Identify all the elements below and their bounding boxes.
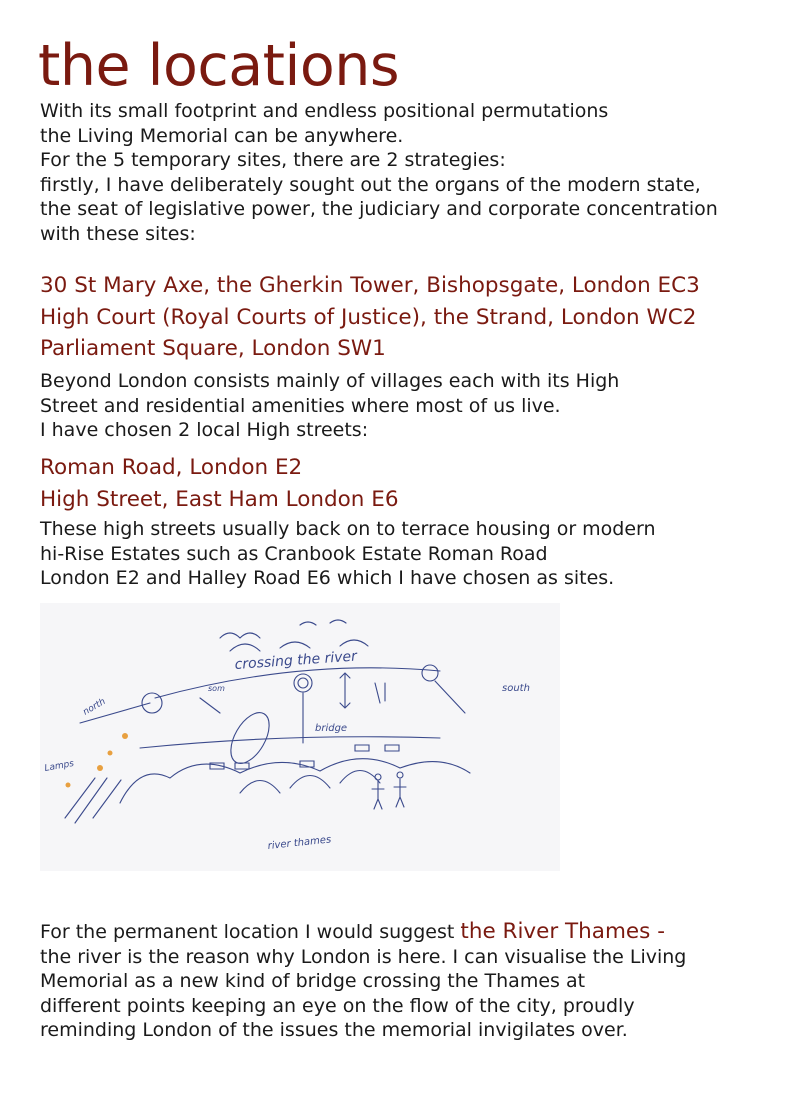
- high-streets-list: [40, 452, 780, 515]
- text-line: the river is the reason why London is here. I can visualise the Living: [40, 945, 687, 968]
- text-line: with these sites:: [40, 222, 196, 245]
- text-line: firstly, I have deliberately sought out the organs of the modern state,: [40, 173, 701, 196]
- site-roman-road: Roman Road, London E2: [40, 455, 303, 480]
- sketch-label-thames: river thames: [267, 834, 332, 852]
- permanent-paragraph: [40, 920, 780, 1043]
- text-line: With its small footprint and endless positional permutations: [40, 100, 609, 122]
- text-line: For the 5 temporary sites, there are 2 strategies:: [40, 149, 506, 171]
- page-title: the locations: [38, 33, 400, 99]
- site-gherkin: 30 St Mary Axe, the Gherkin Tower, Bishopsgate, London EC3: [40, 273, 700, 298]
- text-line: Memorial as a new kind of bridge crossing the Thames at: [40, 970, 586, 992]
- site-high-court: High Court (Royal Courts of Justice), the Strand, London WC2: [40, 304, 697, 330]
- sketch-label-bridge: bridge: [315, 723, 348, 734]
- text-line: the seat of legislative power, the judiciary and corporate concentration: [40, 198, 718, 220]
- text-line: These high streets usually back on to terrace housing or modern: [40, 518, 656, 540]
- river-crossing-sketch: [40, 603, 560, 871]
- sketch-label-south: south: [502, 683, 530, 694]
- state-sites-list: [40, 270, 780, 365]
- site-parliament-square: Parliament Square, London SW1: [40, 336, 386, 361]
- site-east-ham: High Street, East Ham London E6: [40, 486, 399, 512]
- dash: -: [650, 919, 665, 944]
- estates-paragraph: [40, 517, 780, 591]
- intro-paragraph: [40, 99, 780, 246]
- text-line: reminding London of the issues the memorial invigilates over.: [40, 1019, 628, 1041]
- beyond-london-paragraph: [40, 369, 780, 443]
- text-line: Beyond London consists mainly of villages each with its High: [40, 370, 620, 392]
- river-thames-highlight: the River Thames: [460, 919, 651, 944]
- sketch-label-crossing: crossing the river: [234, 648, 358, 673]
- sketch-label-som: som: [208, 684, 225, 693]
- text-line: hi-Rise Estates such as Cranbook Estate Roman Road: [40, 542, 548, 565]
- sketch-label-lamps: Lamps: [43, 758, 75, 774]
- text-line: the Living Memorial can be anywhere.: [40, 124, 404, 147]
- sketch-label-north: north: [81, 696, 108, 718]
- text-line: London E2 and Halley Road E6 which I have chosen as sites.: [40, 567, 615, 589]
- permanent-first-line: [40, 920, 780, 945]
- text-line: different points keeping an eye on the flow of the city, proudly: [40, 994, 635, 1017]
- text-line: I have chosen 2 local High streets:: [40, 419, 369, 441]
- text-line: Street and residential amenities where most of us live.: [40, 394, 561, 417]
- permanent-lead: For the permanent location I would suggest: [40, 921, 461, 943]
